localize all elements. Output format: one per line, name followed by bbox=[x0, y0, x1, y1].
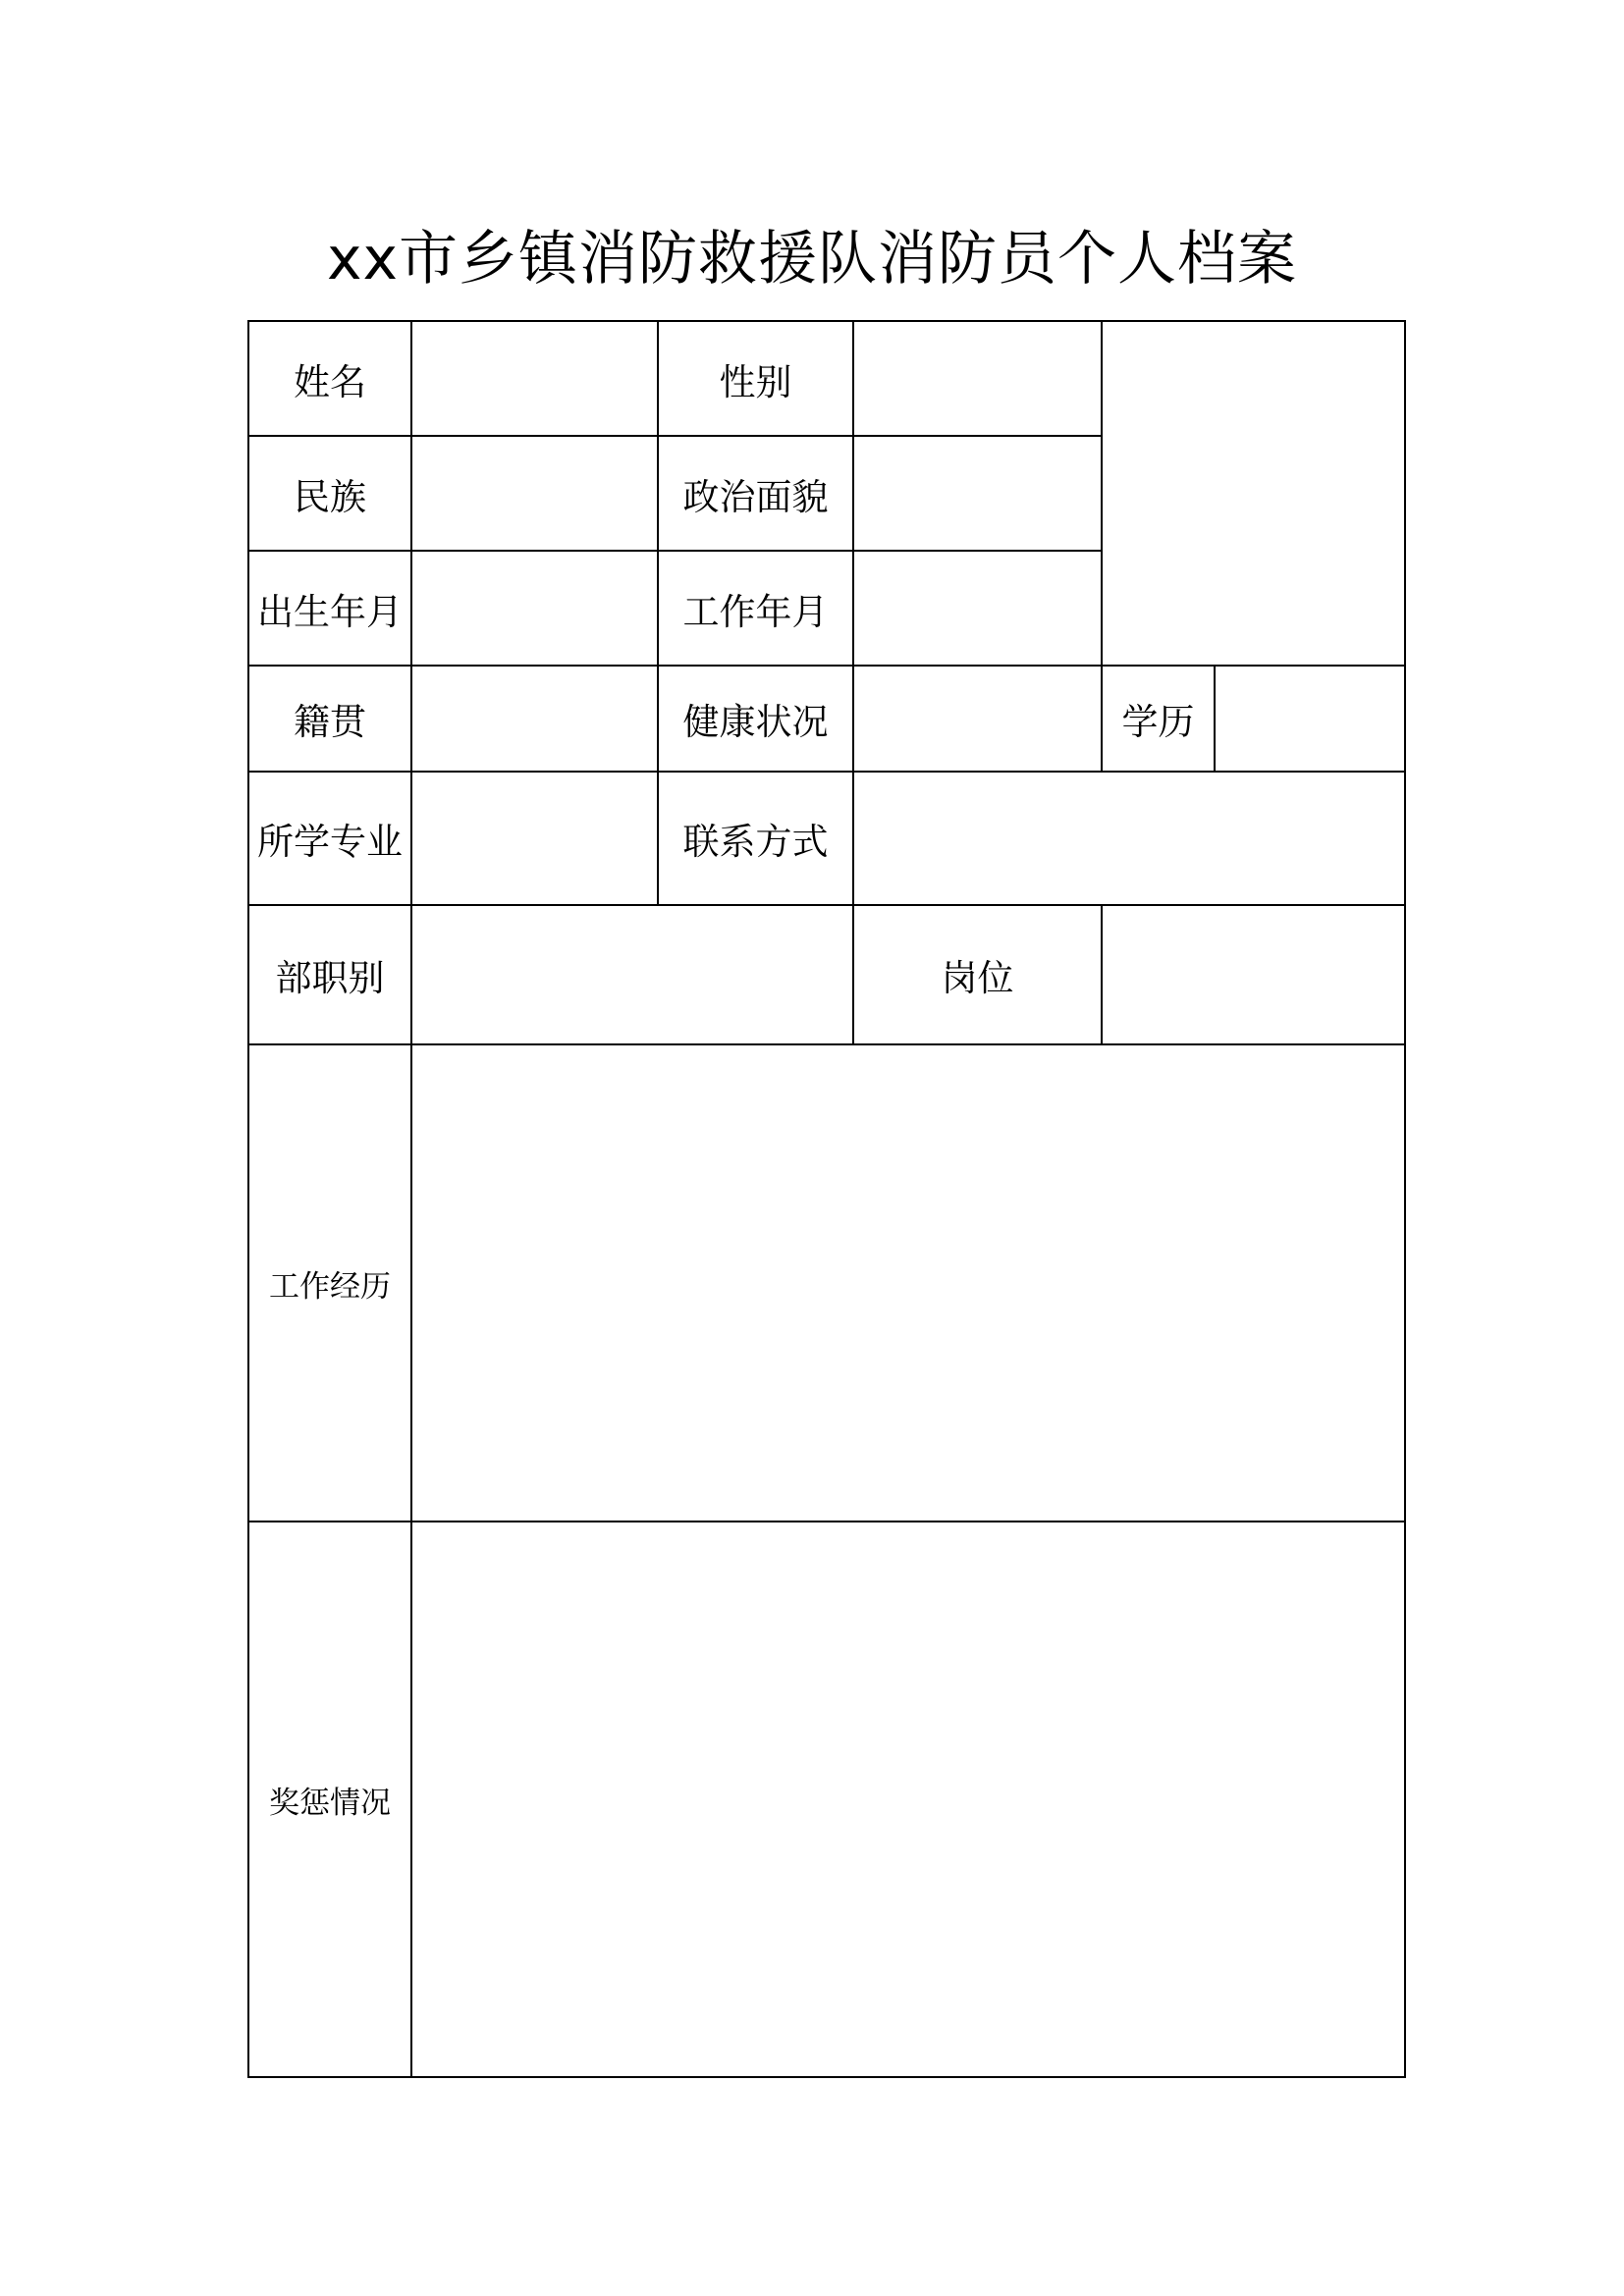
gender-label: 性别 bbox=[658, 321, 853, 436]
work-start-date-field[interactable] bbox=[853, 551, 1102, 666]
native-place-field[interactable] bbox=[411, 666, 658, 772]
name-field[interactable] bbox=[411, 321, 658, 436]
form-row-rank bbox=[248, 905, 1405, 1044]
political-status-label: 政治面貌 bbox=[658, 436, 853, 551]
personnel-record-form bbox=[247, 320, 1406, 2078]
form-row-work-history bbox=[248, 1044, 1405, 1522]
form-row-major bbox=[248, 772, 1405, 905]
birth-date-field[interactable] bbox=[411, 551, 658, 666]
health-status-label: 健康状况 bbox=[658, 666, 853, 772]
major-label: 所学专业 bbox=[248, 772, 411, 905]
education-label: 学历 bbox=[1102, 666, 1215, 772]
gender-field[interactable] bbox=[853, 321, 1102, 436]
name-label: 姓名 bbox=[248, 321, 411, 436]
education-field[interactable] bbox=[1215, 666, 1405, 772]
work-start-date-label: 工作年月 bbox=[658, 551, 853, 666]
form-row-name bbox=[248, 321, 1405, 436]
work-history-label: 工作经历 bbox=[248, 1044, 411, 1522]
form-row-rewards bbox=[248, 1522, 1405, 2077]
position-field[interactable] bbox=[1102, 905, 1405, 1044]
ethnicity-label: 民族 bbox=[248, 436, 411, 551]
work-history-field[interactable] bbox=[411, 1044, 1405, 1522]
major-field[interactable] bbox=[411, 772, 658, 905]
contact-label: 联系方式 bbox=[658, 772, 853, 905]
rewards-punishments-label: 奖惩情况 bbox=[248, 1522, 411, 2077]
contact-field[interactable] bbox=[853, 772, 1405, 905]
form-row-native-place bbox=[248, 666, 1405, 772]
native-place-label: 籍贯 bbox=[248, 666, 411, 772]
rank-field[interactable] bbox=[411, 905, 853, 1044]
birth-date-label: 出生年月 bbox=[248, 551, 411, 666]
health-status-field[interactable] bbox=[853, 666, 1102, 772]
rewards-punishments-field[interactable] bbox=[411, 1522, 1405, 2077]
rank-label: 部职别 bbox=[248, 905, 411, 1044]
photo-box[interactable] bbox=[1102, 321, 1405, 666]
document-title: xx市乡镇消防救援队消防员个人档案 bbox=[326, 225, 1297, 294]
position-label: 岗位 bbox=[853, 905, 1102, 1044]
political-status-field[interactable] bbox=[853, 436, 1102, 551]
ethnicity-field[interactable] bbox=[411, 436, 658, 551]
